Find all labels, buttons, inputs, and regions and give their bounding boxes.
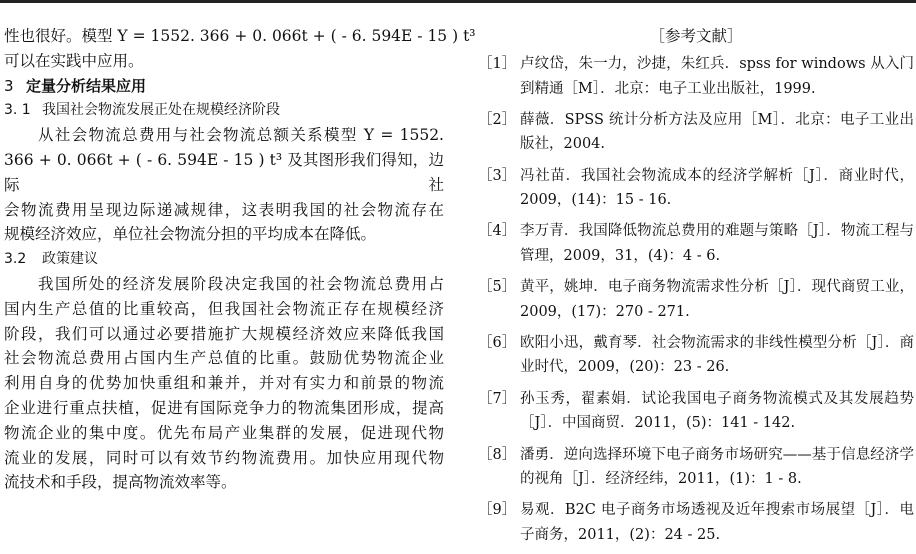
paragraph-line: 流技术和手段，提高物流效率等。 <box>4 473 237 492</box>
reference-item <box>478 164 914 213</box>
reference-item <box>478 387 914 436</box>
reference-text: 欧阳小迅，戴育琴．社会物流需求的非线性模型分析［J］．商业时代，2009，(20)：23 - 26. <box>520 334 914 376</box>
reference-text: 薛薇．SPSS 统计分析方法及应用［M］．北京：电子工业出版社，2004. <box>520 111 914 153</box>
reference-item <box>478 498 914 547</box>
reference-item <box>478 108 914 157</box>
reference-index: ［7］ <box>478 390 517 407</box>
reference-text: 易观．B2C 电子商务市场透视及近年搜索市场展望［J］．电子商务，2011，(2)：24 - 25. <box>520 502 914 543</box>
paragraph-line: 社会物流总费用占国内生产总值的比重。鼓励优势物流企业 <box>4 349 444 368</box>
paragraph-line: 会物流费用呈现边际递减规律，这表明我国的社会物流存在 <box>4 200 444 219</box>
paragraph-line: 物流企业的集中度。优先布局产业集群的发展，促进现代物 <box>4 423 444 442</box>
reference-text: 黄平，姚坤．电子商务物流需求性分析［J］．现代商贸工业，2009，(17)：270 - 271. <box>520 279 914 320</box>
reference-item <box>478 219 914 268</box>
subsection-number: 3. 1 <box>4 102 31 119</box>
model-conclusion-line: 可以在实践中应用。 <box>4 51 144 70</box>
reference-text: 孙玉秀，翟素娟．试论我国电子商务物流模式及其发展趋势［J］．中国商贸．2011，(5)：141 - 142. <box>520 390 914 432</box>
paragraph-line: 国内生产总值的比重较高，但我国社会物流正存在规模经济 <box>4 299 444 318</box>
reference-index: ［2］ <box>478 111 517 128</box>
reference-index: ［9］ <box>478 502 517 519</box>
paragraph-line: 阶段，我们可以通过必要措施扩大规模经济效应来降低我国 <box>4 324 444 343</box>
reference-text: 冯社苗．我国社会物流成本的经济学解析［J］．商业时代，2009，(14)：15 - 16. <box>520 167 914 209</box>
reference-index: ［1］ <box>478 56 517 72</box>
paragraph-line: 从社会物流总费用与社会物流总额关系模型 Y = 1552. <box>38 126 444 145</box>
subsection-title: 我国社会物流发展正处在规模经济阶段 <box>42 102 280 119</box>
paragraph-3-1 <box>4 123 444 247</box>
section-3-heading <box>4 74 444 99</box>
paragraph-3-2 <box>4 272 444 495</box>
reference-index: ［4］ <box>478 223 517 240</box>
reference-index: ［6］ <box>478 334 517 351</box>
section-3-2-heading <box>4 247 444 272</box>
section-3-1-heading <box>4 98 444 123</box>
paragraph-line: 规模经济效应，单位社会物流分担的平均成本在降低。 <box>4 225 377 244</box>
paragraph-line: 我国所处的经济发展阶段决定我国的社会物流总费用占 <box>38 274 444 293</box>
subsection-title: 政策建议 <box>42 251 98 268</box>
references-list <box>478 52 914 547</box>
section-number: 3 <box>4 76 14 95</box>
subsection-number: 3.2 <box>4 251 27 268</box>
body-text-column <box>4 24 476 495</box>
reference-item <box>478 331 914 380</box>
paragraph-line: 流业的发展，同时可以有效节约物流费用。加快应用现代物 <box>4 448 444 467</box>
references-heading: ［参考文献］ <box>649 27 743 45</box>
paragraph-line: 企业进行重点扶植，促进有国际竞争力的物流集团形成，提高 <box>4 398 444 417</box>
reference-text: 卢纹岱，朱一力，沙捷，朱红兵．spss for windows 从入门到精通［M］．北京：电子工业出版社，1999. <box>520 56 914 97</box>
reference-item <box>478 275 914 324</box>
paragraph-line: 366 + 0. 066t + ( - 6. 594E - 15 ) t³ 及其图形我们得知，边际社 <box>4 150 444 194</box>
paragraph-line: 利用自身的优势加快重组和兼并，并对有实力和前景的物流 <box>4 374 444 393</box>
reference-item <box>478 443 914 492</box>
reference-text: 李万青．我国降低物流总费用的难题与策略［J］．物流工程与管理，2009，31，(4)：4 - 6. <box>520 223 914 264</box>
reference-index: ［5］ <box>478 279 517 296</box>
references-column <box>478 24 914 554</box>
reference-item <box>478 52 914 101</box>
reference-text: 潘勇．逆向选择环境下电子商务市场研究——基于信息经济学的视角［J］．经济经纬，2011，(1)：1 - 8. <box>520 446 914 488</box>
reference-index: ［3］ <box>478 167 517 184</box>
model-line: 性也很好。模型 Y = 1552. 366 + 0. 066t + ( - 6. 594E - 15 ) t³ <box>4 27 476 45</box>
top-rule <box>0 0 916 3</box>
section-title: 定量分析结果应用 <box>26 76 147 95</box>
reference-index: ［8］ <box>478 446 517 463</box>
